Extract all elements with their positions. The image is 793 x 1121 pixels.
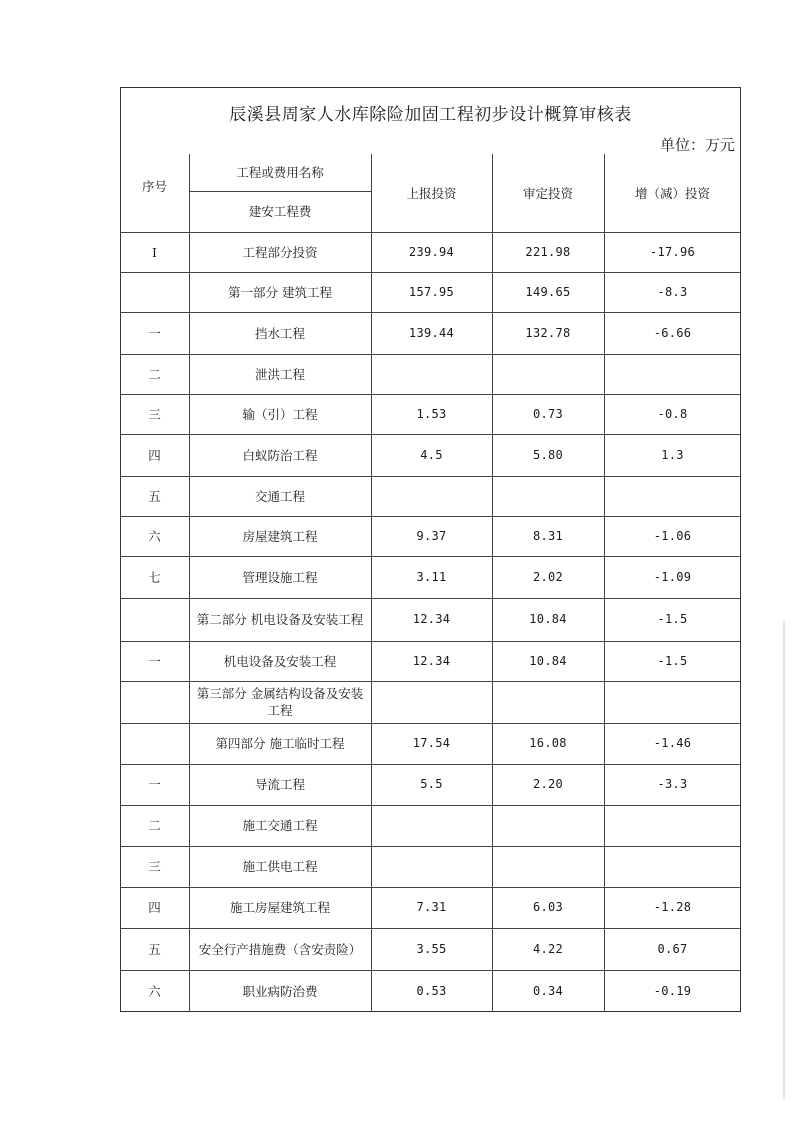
column-divider [189, 154, 190, 1012]
row-seq: 四 [148, 900, 161, 915]
row-approved: 10.84 [529, 653, 567, 668]
row-seq: 一 [148, 777, 161, 792]
row-diff: 0.67 [657, 941, 688, 956]
row-reported: 3.55 [416, 941, 447, 956]
header-diff: 增（减）投资 [634, 185, 710, 201]
row-diff: -1.28 [653, 900, 692, 914]
row-reported [371, 354, 492, 394]
row-approved: 2.02 [532, 569, 564, 584]
row-reported: 9.37 [416, 528, 447, 543]
row-reported [371, 846, 492, 887]
row-seq [120, 681, 189, 723]
row-diff [604, 846, 741, 887]
row-reported: 1.53 [416, 406, 447, 421]
row-approved: 221.98 [525, 244, 571, 259]
row-seq: 二 [148, 818, 161, 833]
row-approved: 8.31 [532, 528, 564, 543]
header-name-top: 工程或费用名称 [236, 165, 324, 180]
row-seq: 二 [148, 366, 161, 382]
row-seq [120, 598, 189, 641]
header-name-bottom: 建安工程费 [248, 204, 312, 219]
row-name: 机电设备及安装工程 [223, 653, 337, 669]
row-approved: 10.84 [529, 612, 567, 626]
row-seq: 四 [148, 447, 161, 463]
unit-label: 单位：万元 [659, 136, 735, 154]
row-diff: -1.5 [657, 612, 688, 626]
row-diff: -3.3 [657, 777, 688, 791]
row-reported: 3.11 [416, 569, 447, 584]
page-title: 辰溪县周家人水库除险加固工程初步设计概算审核表 [229, 105, 632, 125]
row-reported [371, 681, 492, 723]
row-name: 输（引）工程 [242, 406, 318, 422]
row-name: 第四部分 施工临时工程 [215, 736, 345, 751]
row-seq: 三 [148, 859, 161, 874]
row-reported: 157.95 [408, 284, 455, 299]
row-name: 挡水工程 [254, 325, 305, 341]
row-approved: 0.73 [532, 406, 564, 421]
row-name: 职业病防治费 [242, 983, 318, 999]
row-name: 施工房屋建筑工程 [229, 900, 330, 915]
row-approved [492, 846, 604, 887]
row-approved [492, 805, 604, 846]
row-name: 导流工程 [254, 777, 305, 792]
row-name: 房屋建筑工程 [242, 528, 318, 544]
row-approved: 4.22 [532, 941, 564, 956]
header-seq: 序号 [141, 179, 167, 194]
row-name: 安全行产措施费（含安责险） [198, 941, 362, 957]
row-reported: 12.34 [412, 612, 451, 626]
row-name: 第二部分 机电设备及安装工程 [196, 612, 364, 627]
row-reported: 12.34 [412, 653, 451, 668]
row-diff: -1.06 [653, 528, 692, 543]
scan-edge [783, 620, 785, 1100]
row-reported: 239.94 [408, 244, 455, 259]
row-diff [604, 805, 741, 846]
row-name: 工程部分投资 [242, 244, 318, 260]
row-name: 管理设施工程 [242, 569, 318, 585]
row-diff [604, 354, 741, 394]
row-seq: 七 [148, 569, 161, 585]
row-approved: 0.34 [532, 983, 564, 998]
row-seq: 六 [148, 983, 161, 999]
row-reported: 0.53 [416, 983, 447, 998]
row-diff [604, 476, 741, 516]
row-name: 第三部分 金属结构设备及安装工程 [196, 686, 364, 718]
row-diff: -1.46 [653, 736, 692, 750]
row-seq [120, 272, 189, 312]
row-approved [492, 354, 604, 394]
row-approved: 149.65 [525, 284, 571, 299]
row-seq: 三 [148, 406, 161, 422]
row-reported [371, 805, 492, 846]
header-reported: 上报投资 [406, 185, 457, 201]
row-diff: -0.19 [653, 983, 692, 998]
row-diff: -6.66 [653, 325, 692, 340]
row-name: 第一部分 建筑工程 [228, 284, 332, 300]
row-approved [492, 476, 604, 516]
row-diff: -1.09 [653, 569, 692, 584]
row-approved [492, 681, 604, 723]
row-reported: 5.5 [420, 777, 443, 791]
row-diff: -0.8 [657, 406, 688, 421]
row-diff: -17.96 [649, 244, 696, 259]
row-approved: 16.08 [529, 736, 567, 750]
row-seq [120, 723, 189, 764]
row-reported: 17.54 [412, 736, 451, 750]
row-approved: 5.80 [532, 447, 564, 462]
row-seq: 六 [148, 528, 161, 544]
row-diff: -8.3 [657, 284, 688, 299]
row-name: 施工供电工程 [242, 859, 318, 874]
row-seq: 五 [148, 941, 161, 957]
row-approved: 6.03 [532, 900, 564, 914]
row-reported: 7.31 [416, 900, 447, 914]
row-diff: 1.3 [661, 447, 684, 462]
row-reported: 139.44 [408, 325, 455, 340]
row-diff: -1.5 [657, 653, 688, 668]
row-reported [371, 476, 492, 516]
header-approved: 审定投资 [522, 185, 573, 201]
row-seq: I [152, 244, 157, 260]
row-diff [604, 681, 741, 723]
row-name: 泄洪工程 [254, 366, 305, 382]
row-name: 白蚁防治工程 [242, 447, 318, 463]
row-seq: 一 [148, 325, 161, 341]
row-seq: 五 [148, 488, 161, 504]
row-reported: 4.5 [420, 447, 443, 462]
row-approved: 2.20 [532, 777, 564, 791]
row-approved: 132.78 [525, 325, 571, 340]
row-name: 交通工程 [254, 488, 305, 504]
row-name: 施工交通工程 [242, 818, 318, 833]
row-seq: 一 [148, 653, 161, 669]
